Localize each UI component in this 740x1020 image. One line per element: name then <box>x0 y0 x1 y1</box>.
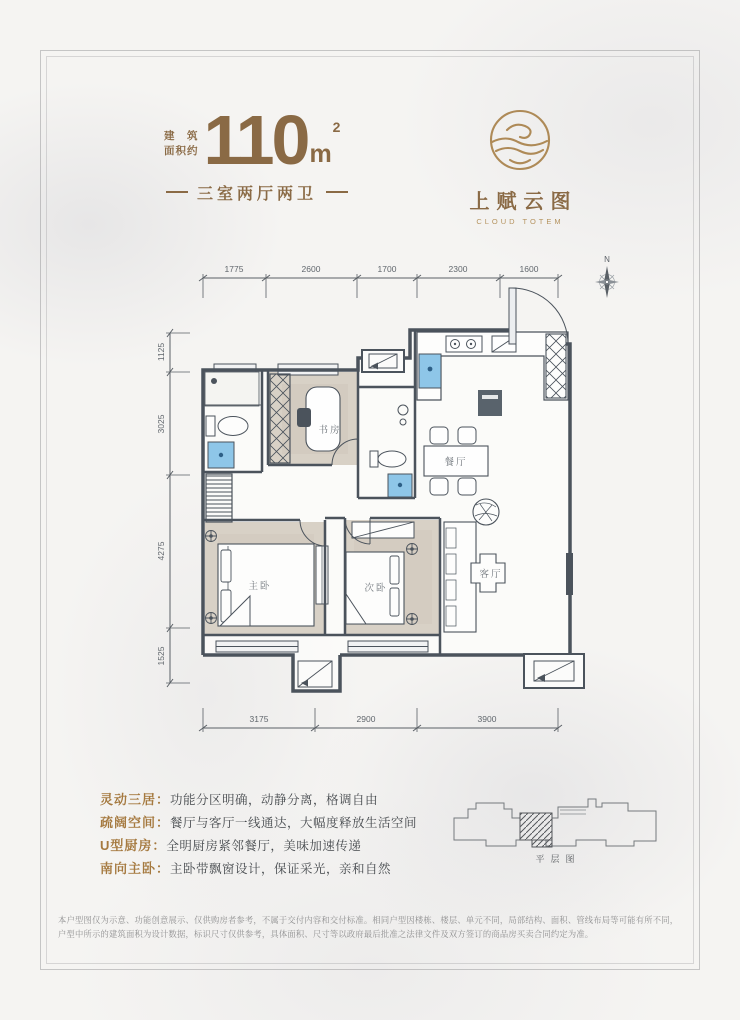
feature-row <box>100 835 417 858</box>
brand-name: 上赋云图 <box>469 191 578 213</box>
subtitle-text: 三室两厅两卫 <box>197 185 318 203</box>
compass-icon <box>595 255 619 298</box>
dim-top-1: 1775 <box>224 264 244 274</box>
feature-label: U型厨房： <box>100 838 167 853</box>
dim-top-2: 2600 <box>301 264 321 274</box>
area-label <box>164 129 199 159</box>
keyplan-diagram <box>448 791 663 869</box>
keyplan-detail <box>560 810 586 814</box>
feature-label: 南向主卧： <box>100 861 171 876</box>
dim-left-1: 1125 <box>156 342 166 362</box>
room-label-living: 客厅 <box>479 569 503 580</box>
feature-list <box>100 789 417 881</box>
area-value: 110 <box>203 101 308 179</box>
subtitle-dash-right <box>326 191 348 193</box>
dim-bottom-3: 3900 <box>477 714 497 724</box>
keyplan-outline <box>454 799 656 846</box>
keyplan-unit-step <box>532 840 552 847</box>
room-label-dining: 餐厅 <box>444 457 468 468</box>
keyplan-unit-highlight <box>520 813 552 840</box>
feature-text: 餐厅与客厅一线通达，大幅度释放生活空间 <box>170 816 418 830</box>
feature-text: 全明厨房紧邻餐厅，美味加速传递 <box>166 839 362 853</box>
dim-bottom-2: 2900 <box>356 714 376 724</box>
dimensions-top <box>199 274 562 298</box>
disclaimer-text: 本户型图仅为示意、功能创意展示、仅供购房者参考，不属于交付内容和交付标准。相同户型因楼栋、楼层、单元不同，局部结构、面积、管线布局等可能有所不同，户型中所示的建筑面积为设计数据，标识尺寸仅供参考，具体面积、尺寸等以政府最后批准之法律文件及双方签订的商品房买卖合同约定为准。 <box>58 915 679 939</box>
feature-text: 功能分区明确，动静分离，格调自由 <box>170 793 379 807</box>
layout-subtitle <box>166 181 348 204</box>
area-label-line2: 面积约 <box>164 144 199 157</box>
area-exponent: 2 <box>332 118 341 135</box>
room-label-second: 次卧 <box>364 583 388 594</box>
dim-left-3: 4275 <box>156 541 166 561</box>
dim-top-3: 1700 <box>377 264 397 274</box>
area-label-line1: 建 筑 <box>164 129 199 142</box>
cloud-totem-emblem-icon <box>480 100 560 180</box>
feature-row <box>100 812 417 835</box>
room-label-study: 书房 <box>318 425 342 436</box>
laundry-unit <box>206 474 232 522</box>
dim-bottom-1: 3175 <box>249 714 269 724</box>
second-bedroom-furniture <box>346 522 414 624</box>
dim-top-4: 2300 <box>448 264 468 274</box>
area-title <box>164 101 348 204</box>
dimensions-left <box>166 329 190 687</box>
brand-subtitle: CLOUD TOTEM <box>476 217 564 226</box>
feature-row <box>100 789 417 812</box>
feature-label: 灵动三居： <box>100 792 171 807</box>
feature-row <box>100 858 417 881</box>
keyplan-label: 平层图 <box>535 854 581 864</box>
feature-text: 主卧带飘窗设计，保证采光，亲和自然 <box>170 862 392 876</box>
dim-top-5: 1600 <box>519 264 539 274</box>
dim-left-4: 1525 <box>156 646 166 666</box>
feature-label: 疏阔空间： <box>100 815 171 830</box>
brand-logo <box>447 100 593 226</box>
dim-left-2: 3025 <box>156 414 166 434</box>
subtitle-dash-left <box>166 191 188 193</box>
area-unit: $m^2$ <box>309 118 341 168</box>
room-label-master: 主卧 <box>248 581 272 592</box>
floor-plan <box>140 250 660 750</box>
compass-north-label: N <box>604 255 610 264</box>
master-bedroom-furniture <box>218 544 328 626</box>
